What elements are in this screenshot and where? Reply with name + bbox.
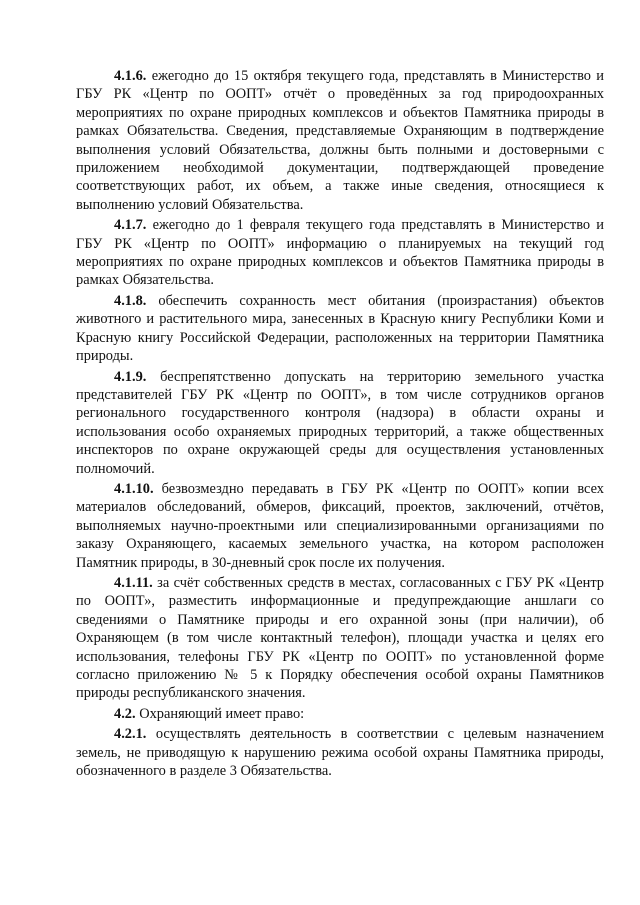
paragraph-4-1-7 — [76, 216, 604, 290]
paragraph-4-1-10 — [76, 480, 604, 572]
clause-text: за счёт собственных средств в местах, согласованных с ГБУ РК «Центр по ООПТ», разместить информационные и предупреждающие аншлаги со сведениями о Памятнике природы и его охранной зоны (при наличии), об Охраняющем (в том числе контактный телефон), площади участка и целях его использования, телефоны ГБУ РК «Центр по ООПТ» по установленной форме согласно приложению № 5 к Порядку обеспечения особой охраны Памятников природы республиканского значения. — [76, 574, 604, 702]
clause-text: безвозмездно передавать в ГБУ РК «Центр по ООПТ» копии всех материалов обследований, обмеров, фиксаций, проектов, заключений, отчётов, выполняемых научно-проектными или специализированными организациями по заказу Охраняющего, касаемых земельного участка, на котором расположен Памятник природы, в 30-дневный срок после их получения. — [76, 480, 604, 571]
clause-text: обеспечить сохранность мест обитания (произрастания) объектов животного и растительного мира, занесенных в Красную книгу Республики Коми и Красную книгу Российской Федерации, расположенных на территории Памятника природы. — [76, 292, 604, 365]
paragraph-4-1-9 — [76, 368, 604, 478]
clause-text: Охраняющий имеет право: — [135, 705, 305, 722]
clause-text: ежегодно до 15 октября текущего года, представлять в Министерство и ГБУ РК «Центр по ООПТ» отчёт о проведённых за год природоохранных мероприятиях по охране природных комплексов и объектов Памятника природы в рамках Обязательства. Сведения, представляемые Охраняющим в подтверждение выполнения условий Обязательства, должны быть полными и достоверными с приложением необходимой документации, подтверждающей проведение соответствующих работ, их объем, а также иные сведения, относящиеся к выполнению условий Обязательства. — [76, 68, 604, 213]
paragraph-4-2-1 — [76, 725, 604, 780]
clause-text: беспрепятственно допускать на территорию земельного участка представителей ГБУ РК «Центр по ООПТ», в том числе сотрудников органов регионального государственного контроля (надзора) в области охраны и использования особо охраняемых природных территорий, а также общественных инспекторов по охране окружающей среды для осуществления установленных полномочий. — [76, 368, 604, 477]
document-page — [76, 67, 604, 782]
paragraph-4-1-6 — [76, 67, 604, 214]
clause-number: 4.2. — [114, 705, 136, 722]
paragraph-4-2 — [76, 705, 604, 723]
paragraph-4-1-8 — [76, 292, 604, 366]
clause-text: ежегодно до 1 февраля текущего года представлять в Министерство и ГБУ РК «Центр по ООПТ» информацию о планируемых на текущий год мероприятиях по охране природных комплексов и объектов Памятника природы в рамках Обязательства. — [76, 217, 604, 289]
clause-number: 4.1.6. — [114, 68, 147, 84]
clause-number: 4.1.9. — [114, 368, 147, 385]
clause-number: 4.1.7. — [114, 217, 147, 234]
clause-number: 4.1.10. — [114, 480, 154, 497]
clause-number: 4.1.11. — [114, 574, 153, 591]
clause-number: 4.1.8. — [114, 292, 147, 309]
clause-number: 4.2.1. — [114, 726, 147, 743]
clause-text: осуществлять деятельность в соответствии с целевым назначением земель, не приводящую к нарушению режима особой охраны Памятника природы, обозначенного в разделе 3 Обязательства. — [76, 726, 604, 780]
paragraph-4-1-11 — [76, 574, 604, 703]
